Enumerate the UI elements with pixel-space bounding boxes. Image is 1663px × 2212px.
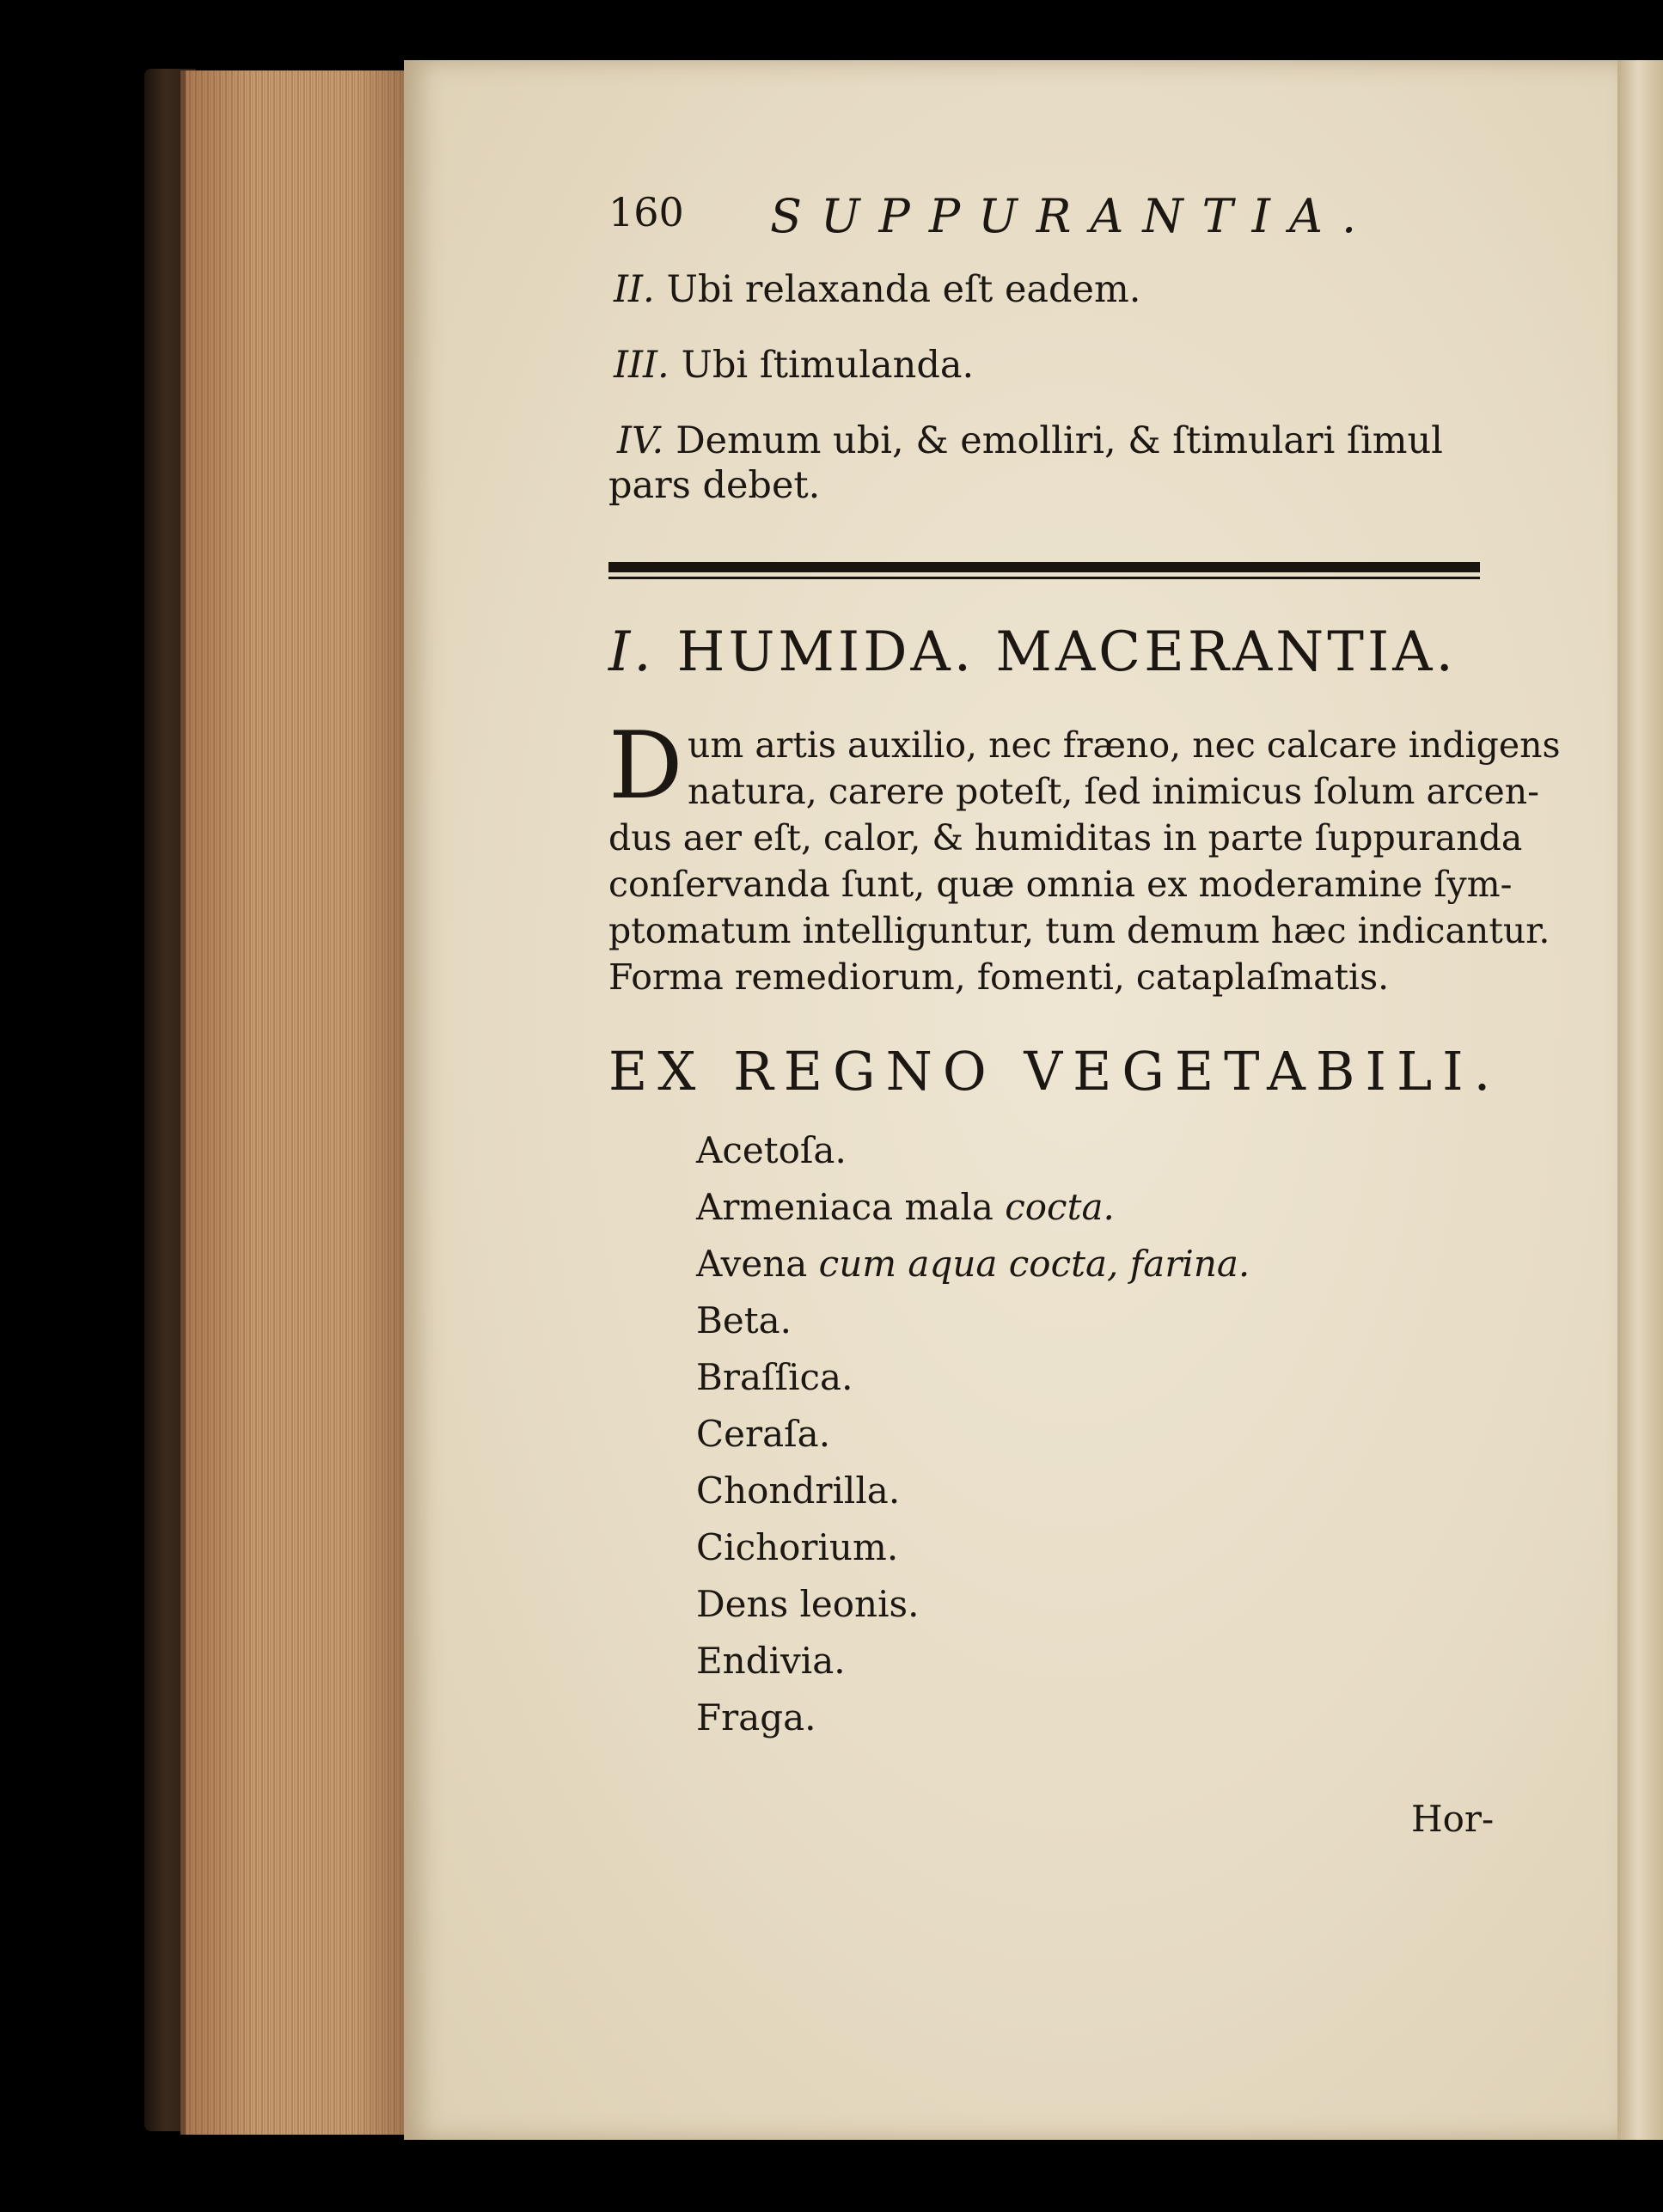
list-item bbox=[696, 1299, 792, 1341]
list-item bbox=[617, 419, 1443, 462]
plant-name: Acetoſa. bbox=[696, 1129, 847, 1171]
list-numeral: II. bbox=[614, 268, 655, 311]
list-numeral: III. bbox=[614, 344, 669, 387]
list-item bbox=[696, 1186, 1115, 1228]
section-rule bbox=[608, 562, 1480, 579]
book-page bbox=[404, 60, 1617, 2140]
facing-page-edge bbox=[1617, 60, 1663, 2140]
running-head bbox=[608, 189, 1487, 241]
list-numeral: IV. bbox=[617, 419, 664, 462]
page-number: 160 bbox=[608, 189, 684, 235]
rule-thick bbox=[608, 562, 1480, 572]
running-title: SUPPURANTIA. bbox=[770, 189, 1376, 243]
paragraph-line: ptomatum intelliguntur, tum demum hæc indicantur. bbox=[608, 910, 1550, 951]
paragraph-line: conſervanda ſunt, quæ omnia ex moderamine ſym- bbox=[608, 864, 1513, 905]
plant-name: Dens leonis. bbox=[696, 1583, 920, 1625]
list-item bbox=[696, 1470, 900, 1512]
plant-note: cocta. bbox=[1005, 1186, 1115, 1228]
plant-name: Ceraſa. bbox=[696, 1413, 831, 1455]
list-item bbox=[696, 1696, 816, 1738]
list-item bbox=[614, 344, 974, 387]
plant-name: Beta. bbox=[696, 1299, 792, 1341]
plant-name: Endivia. bbox=[696, 1640, 846, 1682]
list-text: Demum ubi, & emolliri, & ſtimulari ſimul bbox=[676, 419, 1443, 462]
plant-name: Chondrilla. bbox=[696, 1470, 901, 1512]
paragraph-line: Forma remediorum, fomenti, cataplaſmatis. bbox=[608, 956, 1390, 998]
rule-thin bbox=[608, 577, 1480, 579]
list-text: Ubi relaxanda eſt eadem. bbox=[666, 268, 1141, 311]
subsection-heading: EX REGNO VEGETABILI. bbox=[608, 1040, 1501, 1103]
list-item bbox=[696, 1413, 830, 1455]
list-item bbox=[696, 1583, 919, 1625]
plant-name: Armeniaca mala bbox=[696, 1186, 994, 1228]
catchword: Hor- bbox=[1411, 1798, 1495, 1840]
plant-name: Cichorium. bbox=[696, 1526, 899, 1568]
section-title bbox=[608, 620, 1457, 684]
list-item bbox=[696, 1356, 853, 1398]
list-item bbox=[696, 1129, 847, 1171]
plant-note: cum aqua cocta, farina. bbox=[818, 1243, 1250, 1285]
list-item bbox=[696, 1243, 1250, 1285]
plant-name: Avena bbox=[696, 1243, 808, 1285]
section-heading: HUMIDA. MACERANTIA. bbox=[676, 620, 1457, 684]
list-text: Ubi ſtimulanda. bbox=[681, 344, 975, 387]
paragraph-line: dus aer eſt, calor, & humiditas in parte ſuppuranda bbox=[608, 817, 1523, 859]
list-item bbox=[614, 268, 1140, 311]
plant-name: Braſſica. bbox=[696, 1356, 853, 1398]
plant-name: Fraga. bbox=[696, 1696, 816, 1738]
list-item bbox=[696, 1640, 846, 1682]
paragraph-line: um artis auxilio, nec fræno, nec calcare indigens bbox=[688, 724, 1561, 766]
paragraph-line: natura, carere poteſt, ſed inimicus ſolum arcen- bbox=[688, 771, 1539, 812]
dropcap-letter: D bbox=[608, 712, 683, 820]
list-item bbox=[696, 1526, 898, 1568]
page-block-edge bbox=[180, 70, 413, 2135]
list-continuation: pars debet. bbox=[608, 464, 821, 507]
section-numeral: I. bbox=[608, 620, 655, 684]
